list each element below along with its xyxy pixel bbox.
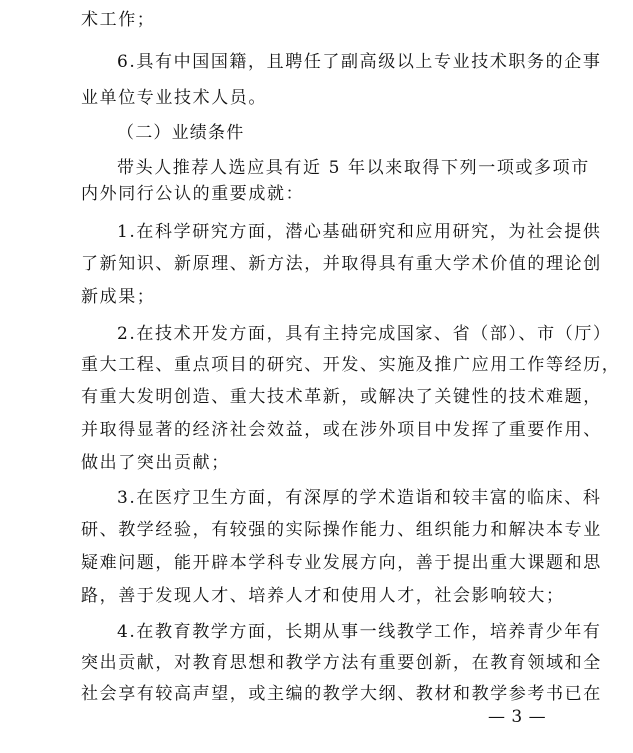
text-line: 术工作； xyxy=(81,10,156,30)
text-line: 2.在技术开发方面，具有主持完成国家、省（部）、市（厅） xyxy=(117,324,612,344)
text-line: 新成果； xyxy=(81,287,156,307)
text-line: 重大工程、重点项目的研究、开发、实施及推广应用工作等经历， xyxy=(81,355,621,375)
text-line: 并取得显著的经济社会效益，或在涉外项目中发挥了重要作用、 xyxy=(81,420,602,440)
section-heading: （二）业绩条件 xyxy=(117,123,245,143)
text-line: 路，善于发现人才、培养人才和使用人才，社会影响较大； xyxy=(81,586,565,606)
text-line: 研、教学经验，有较强的实际操作能力、组织能力和解决本专业 xyxy=(81,520,602,540)
page-number: — 3 — xyxy=(488,707,547,727)
text-line: 带头人推荐人选应具有近 5 年以来取得下列一项或多项市 xyxy=(117,158,590,178)
text-line: 4.在教育教学方面，长期从事一线教学工作，培养青少年有 xyxy=(117,622,602,642)
text-line: 内外同行公认的重要成就： xyxy=(81,184,305,204)
text-line: 有重大发明创造、重大技术革新，或解决了关键性的技术难题， xyxy=(81,387,602,407)
text-line: 了新知识、新原理、新方法，并取得具有重大学术价值的理论创 xyxy=(81,254,602,274)
text-line: 3.在医疗卫生方面，有深厚的学术造诣和较丰富的临床、科 xyxy=(117,488,602,508)
text-line: 6.具有中国国籍，且聘任了副高级以上专业技术职务的企事 xyxy=(117,52,602,72)
text-line: 社会享有较高声望，或主编的教学大纲、教材和教学参考书已在 xyxy=(81,684,602,704)
text-line: 突出贡献，对教育思想和教学方法有重要创新，在教育领域和全 xyxy=(81,653,602,673)
text-line: 1.在科学研究方面，潜心基础研究和应用研究，为社会提供 xyxy=(117,222,602,242)
text-line: 做出了突出贡献； xyxy=(81,453,230,473)
text-line: 业单位专业技术人员。 xyxy=(81,88,267,108)
text-line: 疑难问题，能开辟本学科专业发展方向，善于提出重大课题和思 xyxy=(81,553,602,573)
